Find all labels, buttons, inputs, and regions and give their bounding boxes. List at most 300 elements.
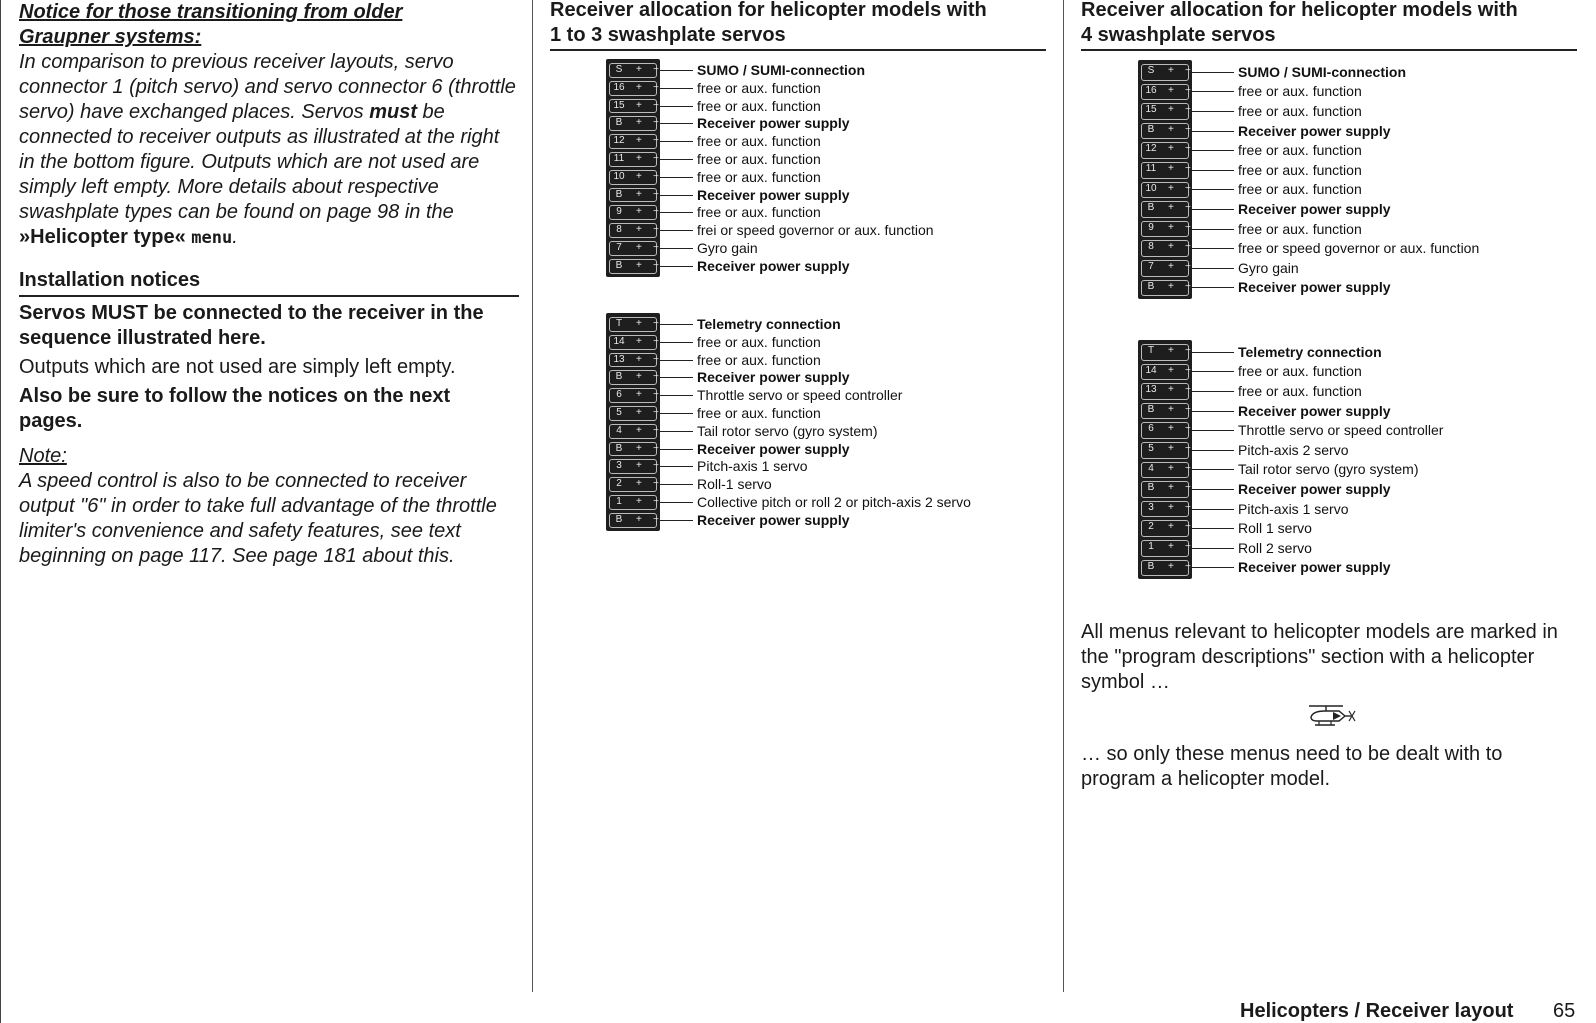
pin-minus: − <box>1185 261 1191 272</box>
notice-title-line1: Notice for those transitioning from older <box>19 1 403 23</box>
pin-minus: − <box>653 135 659 147</box>
pin-minus: − <box>1185 364 1191 376</box>
pin-plus: + <box>636 389 642 401</box>
pin-number: 4 <box>616 424 622 436</box>
pin-number: 11 <box>1145 163 1157 174</box>
pin-number: B <box>1147 123 1155 135</box>
pin-number: B <box>1147 482 1155 494</box>
pin-function-label: free or aux. function <box>1238 83 1362 99</box>
pin-number: 15 <box>613 99 625 111</box>
pin-plus: + <box>636 353 642 365</box>
pin-function-label: free or speed governor or aux. function <box>1238 240 1480 256</box>
pin-plus: + <box>636 206 642 218</box>
pin-leader-line <box>660 266 693 267</box>
pin-leader-line <box>660 195 693 196</box>
column-divider <box>532 0 533 992</box>
pin-number: 12 <box>1145 143 1157 155</box>
menus-text: All menus relevant to helicopter models are marked in the "program descriptions" section with a helicopter symbol … <box>1081 621 1558 693</box>
pin-minus: − <box>1185 163 1191 174</box>
receiver-pin-row <box>1141 520 1189 537</box>
pin-function-label: Receiver power supply <box>1238 279 1391 295</box>
column2-title-line1: Receiver allocation for helicopter models with <box>550 0 987 21</box>
pin-minus: − <box>653 242 659 253</box>
receiver-pin-row <box>609 442 657 457</box>
pin-function-label: free or aux. function <box>1238 181 1362 197</box>
pin-plus: + <box>636 478 642 490</box>
pin-plus: + <box>636 318 642 329</box>
install-heading: Installation notices <box>19 268 519 297</box>
column2-title <box>550 0 1046 51</box>
pin-plus: + <box>636 117 642 129</box>
pin-leader-line <box>660 177 693 178</box>
receiver-pin-row <box>609 241 657 256</box>
pin-number: B <box>1147 280 1155 292</box>
pin-minus: − <box>653 170 659 182</box>
receiver-pin-row <box>1141 201 1189 218</box>
pin-minus: − <box>653 442 659 454</box>
pin-number: B <box>1147 202 1155 214</box>
pin-function-label: free or aux. function <box>697 98 821 114</box>
pin-leader-line <box>660 248 693 249</box>
pin-plus: + <box>1168 65 1174 76</box>
notice-text <box>19 50 519 251</box>
pin-plus: + <box>636 335 642 347</box>
pin-plus: + <box>636 170 642 182</box>
pin-leader-line <box>1192 150 1234 151</box>
pin-function-label: free or aux. function <box>697 405 821 421</box>
pin-minus: − <box>653 117 659 129</box>
pin-number: 2 <box>1148 521 1154 533</box>
pin-leader-line <box>1192 72 1234 73</box>
receiver-pin-row <box>609 388 657 403</box>
pin-number: 7 <box>1148 261 1154 272</box>
pin-function-label: Receiver power supply <box>697 258 850 274</box>
notice-end: . <box>232 226 238 248</box>
pin-leader-line <box>660 342 693 343</box>
pin-number: 7 <box>616 242 622 253</box>
pin-minus: − <box>653 496 659 507</box>
pin-function-label: Gyro gain <box>697 240 758 256</box>
receiver-pin-row <box>1141 344 1189 361</box>
notice-title-line2: Graupner systems: <box>19 26 202 48</box>
install-plain-text: Outputs which are not used are simply left empty. <box>19 356 456 378</box>
pin-function-label: Receiver power supply <box>697 187 850 203</box>
notice-menu-word: menu <box>191 228 233 248</box>
pin-number: T <box>615 318 623 329</box>
pin-plus: + <box>1168 84 1174 96</box>
pin-leader-line <box>660 520 693 521</box>
column3-text <box>1081 620 1581 792</box>
pin-function-label: Collective pitch or roll 2 or pitch-axis 2 servo <box>697 494 971 510</box>
receiver-pin-row <box>1141 240 1189 257</box>
receiver-pin-row <box>609 317 657 332</box>
pin-plus: + <box>636 81 642 93</box>
pin-minus: − <box>653 389 659 401</box>
receiver-pin-row <box>609 170 657 185</box>
receiver-pin-row <box>1141 162 1189 179</box>
pin-minus: − <box>1185 541 1191 552</box>
pin-number: 14 <box>1145 364 1157 376</box>
pin-function-label: free or aux. function <box>1238 221 1362 237</box>
note-heading: Note: <box>19 445 67 467</box>
pin-function-label: free or aux. function <box>1238 142 1362 158</box>
receiver-pin-row <box>1141 221 1189 238</box>
pin-function-label: Receiver power supply <box>1238 201 1391 217</box>
pin-plus: + <box>1168 104 1174 116</box>
receiver-pin-row <box>609 353 657 368</box>
receiver-pin-row <box>1141 560 1189 577</box>
pin-plus: + <box>636 188 642 200</box>
pin-leader-line <box>1192 548 1234 549</box>
pin-leader-line <box>660 484 693 485</box>
receiver-pin-row <box>1141 501 1189 518</box>
receiver-pin-row <box>609 335 657 350</box>
pin-leader-line <box>1192 509 1234 510</box>
receiver-block-column3-lower <box>1138 340 1192 579</box>
pin-plus: + <box>1168 521 1174 533</box>
pin-minus: − <box>653 424 659 436</box>
pin-leader-line <box>660 377 693 378</box>
pin-plus: + <box>636 135 642 147</box>
pin-leader-line <box>660 413 693 414</box>
column-divider <box>1063 0 1064 992</box>
receiver-pin-row <box>1141 260 1189 277</box>
pin-function-label: Receiver power supply <box>697 512 850 528</box>
pin-leader-line <box>1192 528 1234 529</box>
pin-leader-line <box>660 230 693 231</box>
pin-leader-line <box>1192 248 1234 249</box>
pin-number: 9 <box>616 206 622 218</box>
pin-leader-line <box>660 212 693 213</box>
pin-minus: − <box>1185 202 1191 214</box>
after-icon-text: … so only these menus need to be dealt with to program a helicopter model. <box>1081 743 1503 790</box>
column3-title-line2: 4 swashplate servos <box>1081 24 1276 46</box>
notice-text-bold: must <box>369 101 417 123</box>
receiver-pin-row <box>1141 422 1189 439</box>
pin-plus: + <box>1168 462 1174 474</box>
pin-leader-line <box>660 141 693 142</box>
pin-minus: − <box>653 259 659 271</box>
receiver-pin-row <box>1141 84 1189 101</box>
pin-plus: + <box>1168 143 1174 155</box>
pin-minus: − <box>1185 560 1191 572</box>
pin-minus: − <box>1185 501 1191 513</box>
pin-number: 16 <box>1145 84 1157 96</box>
receiver-pin-row <box>1141 280 1189 297</box>
pin-number: 1 <box>616 496 622 507</box>
pin-minus: − <box>653 81 659 93</box>
pin-leader-line <box>660 159 693 160</box>
pin-leader-line <box>660 106 693 107</box>
receiver-pin-row <box>609 99 657 114</box>
receiver-pin-row <box>1141 142 1189 159</box>
pin-number: 3 <box>616 460 622 472</box>
receiver-pin-row <box>609 459 657 474</box>
receiver-pin-row <box>609 424 657 439</box>
pin-number: 8 <box>616 224 622 236</box>
pin-leader-line <box>1192 567 1234 568</box>
pin-function-label: Receiver power supply <box>1238 403 1391 419</box>
pin-function-label: free or aux. function <box>697 80 821 96</box>
pin-leader-line <box>660 449 693 450</box>
pin-function-label: SUMO / SUMI-connection <box>697 62 865 78</box>
column2-title-line2: 1 to 3 swashplate servos <box>550 24 786 46</box>
receiver-pin-row <box>1141 103 1189 120</box>
pin-number: 15 <box>1145 104 1157 116</box>
pin-function-label: free or aux. function <box>1238 103 1362 119</box>
pin-leader-line <box>660 123 693 124</box>
pin-plus: + <box>1168 501 1174 513</box>
pin-leader-line <box>1192 450 1234 451</box>
pin-number: 5 <box>1148 443 1154 454</box>
pin-number: 13 <box>613 353 625 365</box>
pin-leader-line <box>1192 268 1234 269</box>
receiver-pin-row <box>609 406 657 421</box>
helicopter-icon <box>1305 703 1357 729</box>
receiver-pin-row <box>1141 462 1189 479</box>
pin-leader-line <box>660 360 693 361</box>
pin-function-label: free or aux. function <box>697 352 821 368</box>
pin-plus: + <box>1168 123 1174 135</box>
pin-plus: + <box>1168 182 1174 194</box>
pin-minus: − <box>1185 423 1191 435</box>
pin-function-label: Telemetry connection <box>1238 344 1382 360</box>
pin-leader-line <box>1192 489 1234 490</box>
pin-minus: − <box>1185 123 1191 135</box>
pin-function-label: Telemetry connection <box>697 316 841 332</box>
pin-plus: + <box>636 442 642 454</box>
pin-plus: + <box>1168 482 1174 494</box>
pin-plus: + <box>636 460 642 472</box>
pin-number: 14 <box>613 335 625 347</box>
pin-plus: + <box>1168 423 1174 435</box>
receiver-pin-row <box>1141 481 1189 498</box>
pin-function-label: free or aux. function <box>697 133 821 149</box>
pin-leader-line <box>660 88 693 89</box>
pin-function-label: Pitch-axis 2 servo <box>1238 442 1349 458</box>
pin-number: 2 <box>616 478 622 490</box>
receiver-pin-row <box>609 63 657 78</box>
pin-minus: − <box>1185 84 1191 96</box>
column3-title <box>1081 0 1577 51</box>
pin-number: 1 <box>1148 541 1154 552</box>
pin-leader-line <box>660 324 693 325</box>
notice-text-part1: In comparison to previous receiver layouts, servo connector 1 (pitch servo) and servo connector 6 (throttle servo) have exchanged places. Servos <box>19 51 516 123</box>
pin-leader-line <box>660 395 693 396</box>
pin-minus: − <box>1185 482 1191 494</box>
pin-minus: − <box>653 478 659 490</box>
pin-minus: − <box>1185 521 1191 533</box>
pin-minus: − <box>1185 221 1191 233</box>
pin-plus: + <box>1168 163 1174 174</box>
install-bold-text: Servos MUST be connected to the receiver in the sequence illustrated here. <box>19 302 484 349</box>
pin-number: 9 <box>1148 221 1154 233</box>
pin-plus: + <box>1168 384 1174 396</box>
pin-minus: − <box>653 353 659 365</box>
pin-number: 10 <box>1145 182 1157 194</box>
pin-minus: − <box>653 513 659 525</box>
pin-minus: − <box>1185 104 1191 116</box>
pin-function-label: Tail rotor servo (gyro system) <box>1238 461 1419 477</box>
pin-plus: + <box>1168 280 1174 292</box>
pin-plus: + <box>636 407 642 418</box>
receiver-block-column2-lower <box>606 313 660 531</box>
pin-leader-line <box>1192 411 1234 412</box>
pin-function-label: free or aux. function <box>697 204 821 220</box>
receiver-pin-row <box>609 116 657 131</box>
pin-plus: + <box>1168 261 1174 272</box>
pin-function-label: Receiver power supply <box>697 369 850 385</box>
column-notices <box>19 0 519 569</box>
pin-function-label: Receiver power supply <box>1238 123 1391 139</box>
pin-leader-line <box>1192 430 1234 431</box>
receiver-pin-row <box>609 259 657 274</box>
pin-number: B <box>615 442 623 454</box>
receiver-block-column3-upper <box>1138 60 1192 299</box>
pin-number: 11 <box>613 153 625 164</box>
pin-plus: + <box>1168 403 1174 415</box>
pin-leader-line <box>1192 131 1234 132</box>
pin-number: 8 <box>1148 241 1154 253</box>
pin-leader-line <box>1192 469 1234 470</box>
pin-function-label: Tail rotor servo (gyro system) <box>697 423 878 439</box>
pin-function-label: free or aux. function <box>1238 162 1362 178</box>
pin-minus: − <box>1185 241 1191 253</box>
pin-plus: + <box>1168 443 1174 454</box>
pin-leader-line <box>660 502 693 503</box>
pin-plus: + <box>1168 345 1174 356</box>
pin-number: 3 <box>1148 501 1154 513</box>
pin-minus: − <box>653 153 659 164</box>
pin-plus: + <box>1168 221 1174 233</box>
pin-plus: + <box>1168 364 1174 376</box>
receiver-block-column2-upper <box>606 59 660 277</box>
pin-minus: − <box>1185 384 1191 396</box>
pin-number: B <box>615 259 623 271</box>
pin-function-label: frei or speed governor or aux. function <box>697 222 934 238</box>
pin-plus: + <box>1168 241 1174 253</box>
receiver-pin-row <box>609 134 657 149</box>
pin-plus: + <box>636 371 642 383</box>
footer-section-title: Helicopters / Receiver layout <box>1240 1000 1514 1022</box>
pin-plus: + <box>636 99 642 111</box>
pin-function-label: free or aux. function <box>697 151 821 167</box>
pin-leader-line <box>1192 391 1234 392</box>
pin-minus: − <box>653 371 659 383</box>
pin-minus: − <box>1185 403 1191 415</box>
pin-function-label: Pitch-axis 1 servo <box>1238 501 1349 517</box>
pin-leader-line <box>1192 352 1234 353</box>
pin-function-label: Receiver power supply <box>1238 481 1391 497</box>
pin-function-label: free or aux. function <box>697 169 821 185</box>
page-border <box>0 0 1 1023</box>
receiver-pin-row <box>609 223 657 238</box>
pin-function-label: Roll-1 servo <box>697 476 772 492</box>
pin-function-label: Roll 2 servo <box>1238 540 1312 556</box>
pin-number: 10 <box>613 170 625 182</box>
pin-function-label: free or aux. function <box>697 334 821 350</box>
pin-minus: − <box>1185 345 1191 356</box>
pin-leader-line <box>1192 111 1234 112</box>
pin-minus: − <box>1185 280 1191 292</box>
pin-plus: + <box>636 153 642 164</box>
pin-function-label: Gyro gain <box>1238 260 1299 276</box>
page-number: 65 <box>1553 1000 1576 1022</box>
pin-leader-line <box>660 466 693 467</box>
pin-plus: + <box>636 513 642 525</box>
pin-plus: + <box>636 259 642 271</box>
pin-number: 16 <box>613 81 625 93</box>
pin-function-label: Roll 1 servo <box>1238 520 1312 536</box>
receiver-pin-row <box>1141 64 1189 81</box>
pin-number: S <box>1147 65 1155 76</box>
pin-number: 6 <box>616 389 622 401</box>
receiver-pin-row <box>1141 442 1189 459</box>
receiver-pin-row <box>609 205 657 220</box>
receiver-pin-row <box>609 152 657 167</box>
pin-number: 5 <box>616 407 622 418</box>
pin-number: 12 <box>613 135 625 147</box>
pin-minus: − <box>653 64 659 75</box>
pin-minus: − <box>1185 182 1191 194</box>
pin-number: B <box>1147 560 1155 572</box>
pin-plus: + <box>636 64 642 75</box>
pin-function-label: Throttle servo or speed controller <box>697 387 903 403</box>
pin-leader-line <box>1192 229 1234 230</box>
pin-plus: + <box>636 242 642 253</box>
pin-leader-line <box>1192 91 1234 92</box>
receiver-pin-row <box>1141 383 1189 400</box>
receiver-pin-row <box>609 513 657 528</box>
pin-leader-line <box>1192 287 1234 288</box>
receiver-pin-row <box>1141 540 1189 557</box>
notice-text-part2: be connected to receiver outputs as illustrated at the right in the bottom figure. Outputs which are not used are simply left empty. More details about respective swashplate types can be found on page 98 in the <box>19 101 500 223</box>
pin-number: S <box>615 64 623 75</box>
pin-number: B <box>615 371 623 383</box>
pin-function-label: free or aux. function <box>1238 383 1362 399</box>
receiver-pin-row <box>1141 364 1189 381</box>
pin-function-label: SUMO / SUMI-connection <box>1238 64 1406 80</box>
pin-minus: − <box>653 206 659 218</box>
pin-function-label: Receiver power supply <box>697 115 850 131</box>
pin-minus: − <box>653 224 659 236</box>
pin-number: B <box>615 513 623 525</box>
pin-plus: + <box>1168 560 1174 572</box>
receiver-pin-row <box>609 81 657 96</box>
pin-leader-line <box>1192 371 1234 372</box>
pin-plus: + <box>1168 541 1174 552</box>
helicopter-icon-wrap <box>1081 703 1581 736</box>
pin-number: B <box>615 117 623 129</box>
pin-number: T <box>1147 345 1155 356</box>
column3-title-line1: Receiver allocation for helicopter models with <box>1081 0 1518 21</box>
pin-leader-line <box>1192 209 1234 210</box>
pin-function-label: Throttle servo or speed controller <box>1238 422 1444 438</box>
receiver-pin-row <box>609 477 657 492</box>
note-text: A speed control is also to be connected to receiver output "6" in order to take full advantage of the throttle limiter's convenience and safety features, see text beginning on page 117. See page 181 about this. <box>19 470 497 567</box>
pin-plus: + <box>1168 202 1174 214</box>
install-bold-text-2: Also be sure to follow the notices on the next pages. <box>19 385 451 432</box>
pin-minus: − <box>653 407 659 418</box>
notice-menu-name: »Helicopter type« <box>19 226 186 248</box>
pin-function-label: Receiver power supply <box>1238 559 1391 575</box>
pin-minus: − <box>653 188 659 200</box>
notice-title <box>19 0 519 50</box>
receiver-pin-row <box>609 370 657 385</box>
pin-function-label: Pitch-axis 1 servo <box>697 458 808 474</box>
pin-minus: − <box>653 99 659 111</box>
pin-leader-line <box>1192 189 1234 190</box>
